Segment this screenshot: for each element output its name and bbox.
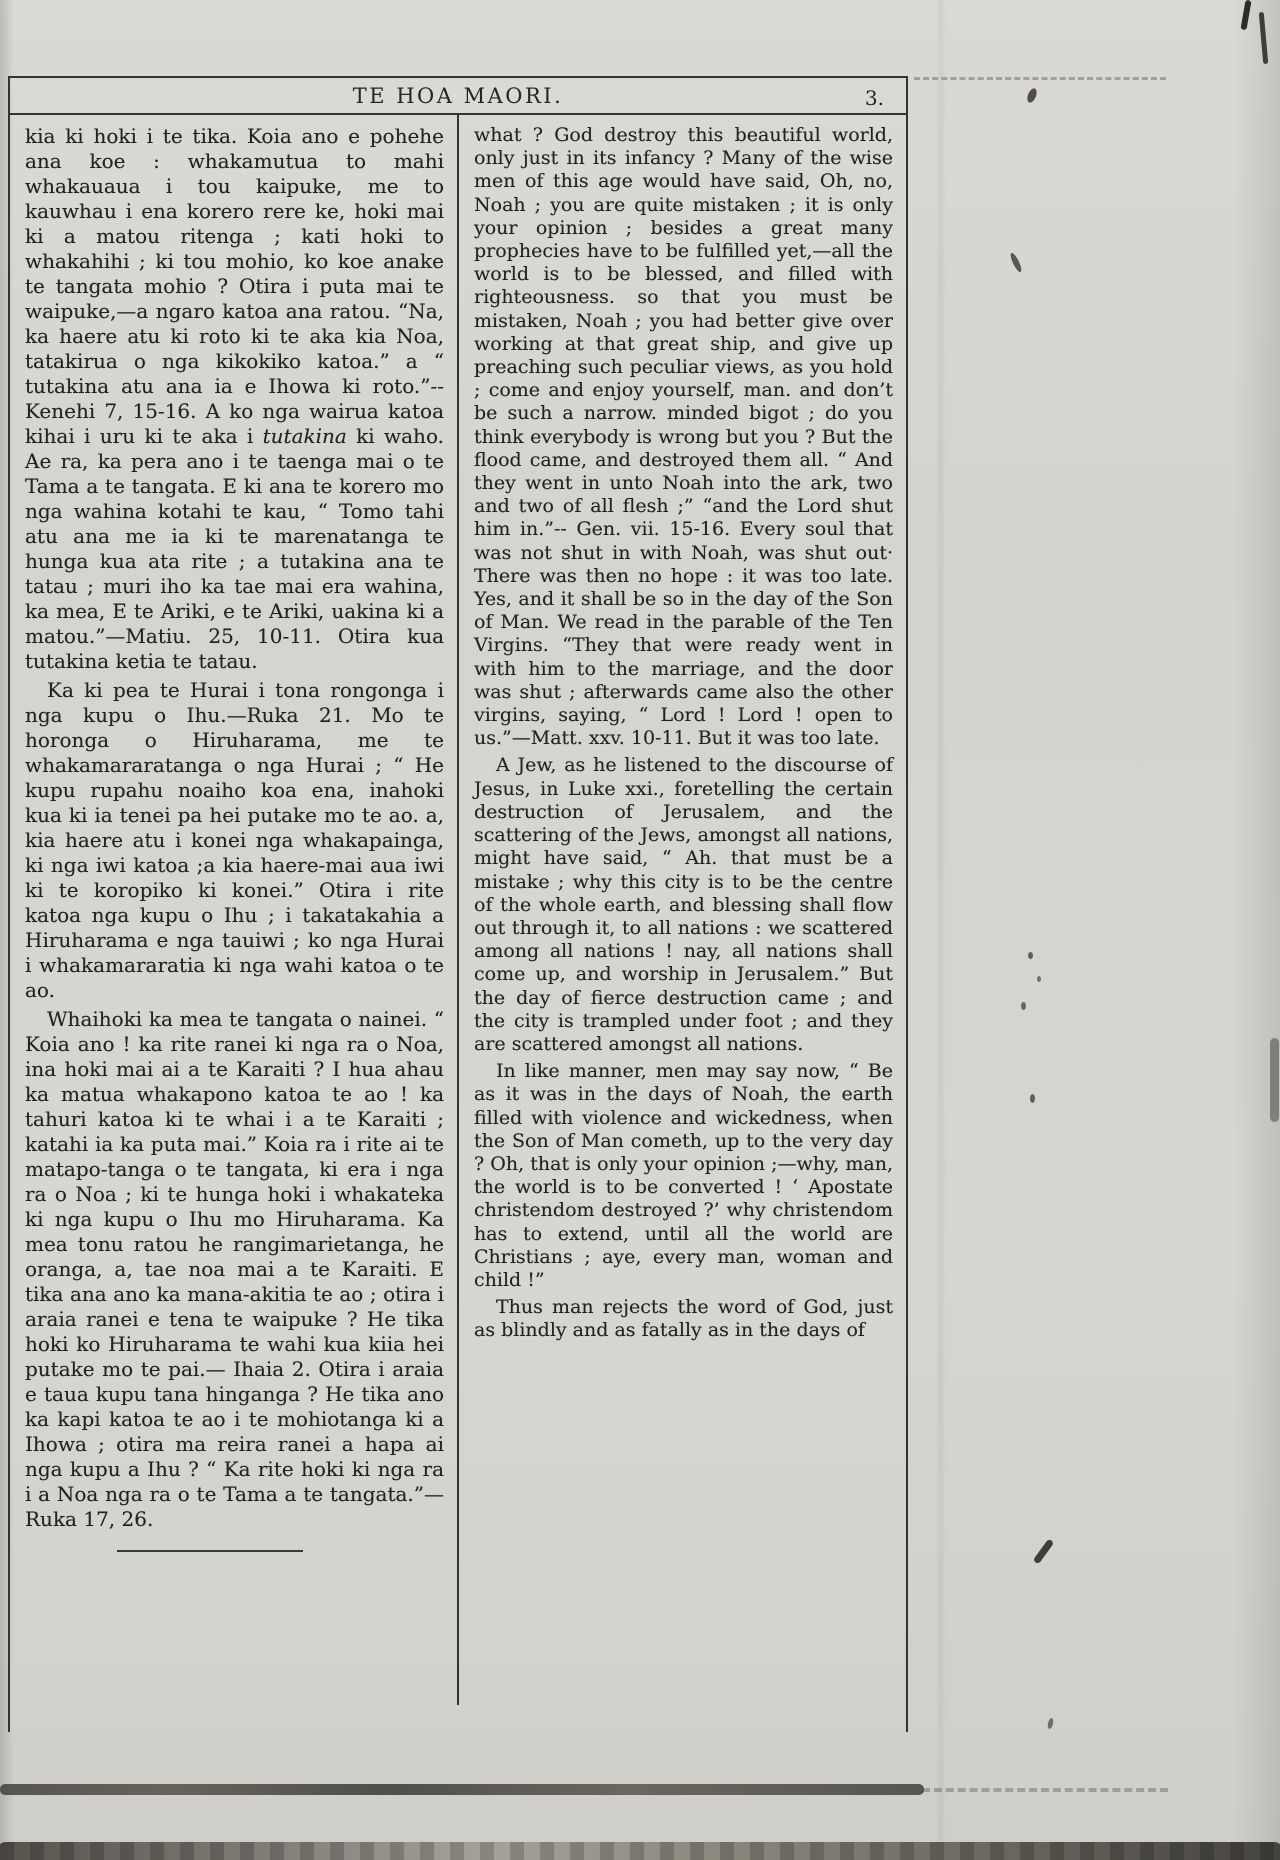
scan-artifact-speck	[1028, 952, 1033, 959]
scan-artifact-speck	[1047, 1718, 1055, 1730]
paragraph: Ka ki pea te Hurai i tona rongonga i nga kupu o Ihu.—Ruka 21. Mo te horonga o Hiruharama, me te whakamararatanga o nga Hurai ; “ He kupu rupahu noaiho koa ena, inahoki kua ki ia tenei pa hei putake mo te ao. a, kia haere atu i konei nga whakapainga, ki nga iwi katoa ;a kia haere-mai aua iwi ki te koropiko ki konei.” Otira i rite katoa nga kupu o Ihu ; i takatakahia a Hiruharama e nga tauiwi ; ko nga Hurai i whakamararatia ki nga wahi katoa o te ao.	[25, 678, 444, 1002]
column-end-rule	[117, 1550, 303, 1552]
left-column-maori	[10, 115, 459, 1705]
scan-artifact-speck	[1037, 976, 1041, 982]
masthead	[10, 78, 906, 115]
page-title: TE HOA MAORI.	[352, 83, 564, 108]
scan-artifact-smudge	[1270, 1038, 1279, 1122]
paragraph: Whaihoki ka mea te tangata o nainei. “ Koia ano ! ka rite ranei ki nga ra o Noa, ina hoki mai ai a te Karaiti ? I hua ahau ka matua whakapono katoa te ao ! ka tahuri katoa ki te whai i a te Karaiti ; katahi ia ka puta mai.” Koia ra i rite ai te matapo-tanga o te tangata, ki era i nga ra o Noa ; ki te hunga hoki i whakateka ki nga kupu o Ihu mo Hiruharama. Ka mea tonu ratou he rangimarietanga, he oranga, a, tae noa mai a te Karaiti. E tika ana ano ka mana-akitia te ao ; otira i araia ranei e tena te waipuke ? He tika hoki ko Hiruharama te wahi kua kiia hei putake mo te pai.— Ihaia 2. Otira i araia e taua kupu tana hinganga ? He tika ano ka kapi katoa te ao i te mohiotanga ki a Ihowa ; otira ma reira ranei a hapa ai nga kupu a Ihu ? “ Ka rite hoki ki nga ra i a Noa nga ra o te Tama a te tangata.”—Ruka 17, 26.	[25, 1007, 444, 1531]
scan-artifact-speck	[1021, 1002, 1026, 1010]
scan-artifact-ink-mark	[1033, 1539, 1055, 1565]
page-number: 3.	[864, 86, 884, 110]
paragraph: kia ki hoki i te tika. Koia ano e pohehe ana koe : whakamutua to mahi whakauaua i tou kaipuke, me to kauwhau i ena korero rere ke, hoki mai ki a matou ritenga ; kati hoki to whakahihi ; ki tou mohio, ko koe anake te tangata mohio ? Otira i puta mai te waipuke,—a ngaro katoa ana ratou. “Na, ka haere atu ki roto ki te aka kia Noa, tatakirua o nga kikokiko katoa.” a “ tutakina atu ana ia e Ihowa ki roto.”-- Kenehi 7, 15-16. A ko nga wairua katoa kihai i uru ki te aka i tutakina ki waho. Ae ra, ka pera ano i te taenga mai o te Tama a te tangata. E ki ana te korero mo nga wahina kotahi te kau, “ Tomo tahi atu ana me ia ki te marenatanga te hunga kua ata rite ; a tutakina ana te tatau ; muri iho ka tae mai era wahina, ka mea, E te Ariki, e te Ariki, uakina ki a matou.”—Matiu. 25, 10-11. Otira kua tutakina ketia te tatau.	[25, 124, 444, 673]
paragraph: In like manner, men may say now, “ Be as it was in the days of Noah, the earth filled with violence and wickedness, when the Son of Man cometh, up to the very day ? Oh, that is only your opinion ;—why, man, the world is to be converted ! ‘ Apostate christendom destroyed ?’ why christendom has to extend, until all the world are Christians ; aye, every man, woman and child !”	[474, 1060, 893, 1291]
scan-artifact-ink-mark	[1009, 252, 1024, 274]
page-frame	[8, 76, 908, 1732]
paper-fold-streak	[936, 0, 946, 1860]
scan-artifact-ink-mark	[1240, 0, 1251, 30]
scan-artifact-ink-mark	[1025, 87, 1038, 104]
scan-artifact-page-edge	[0, 1842, 1280, 1860]
paragraph: A Jew, as he listened to the discourse of Jesus, in Luke xxi., foretelling the certain destruction of Jerusalem, and the scattering of the Jews, amongst all nations, might have said, “ Ah. that must be a mistake ; why this city is to be the centre of the whole earth, and blessing shall flow out through it, to all nations : we scattered among all nations ! nay, all nations shall come up, and worship in Jerusalem.” But the day of fierce destruction came ; and the city is trampled under foot ; and they are scattered amongst all nations.	[474, 754, 893, 1055]
paragraph: Thus man rejects the word of God, just as blindly and as fatally as in the days of	[474, 1296, 893, 1342]
paragraph: what ? God destroy this beautiful world, only just in its infancy ? Many of the wise men of this age would have said, Oh, no, Noah ; you are quite mistaken ; it is only your opinion ; besides a great many prophecies have to be fulfilled yet,—all the world is to be blessed, and filled with righteousness. so that you must be mistaken, Noah ; you had better give over working at that great ship, and give up preaching such peculiar views, as you hold ; come and enjoy yourself, man. and don’t be such a narrow. minded bigot ; do you think everybody is wrong but you ? But the flood came, and destroyed them all. “ And they went in unto Noah into the ark, two and two of all flesh ;” “and the Lord shut him in.”-- Gen. vii. 15-16. Every soul that was not shut in with Noah, was shut out· There was then no hope : it was too late. Yes, and it shall be so in the day of the Son of Man. We read in the parable of the Ten Virgins. “They that were ready went in with him to the marriage, and the door was shut ; afterwards came also the other virgins, saying, “ Lord ! Lord ! open to us.”—Matt. xxv. 10-11. But it was too late.	[474, 124, 893, 750]
scan-artifact-bottom-rule	[0, 1784, 924, 1795]
scan-artifact-bottom-rule-faint	[922, 1788, 1168, 1792]
column-container	[10, 115, 906, 1705]
scan-artifact-dashed-rule	[914, 77, 1166, 80]
scan-artifact-ink-mark	[1259, 12, 1269, 64]
right-column-english	[459, 115, 906, 1705]
scan-artifact-speck	[1030, 1094, 1035, 1103]
